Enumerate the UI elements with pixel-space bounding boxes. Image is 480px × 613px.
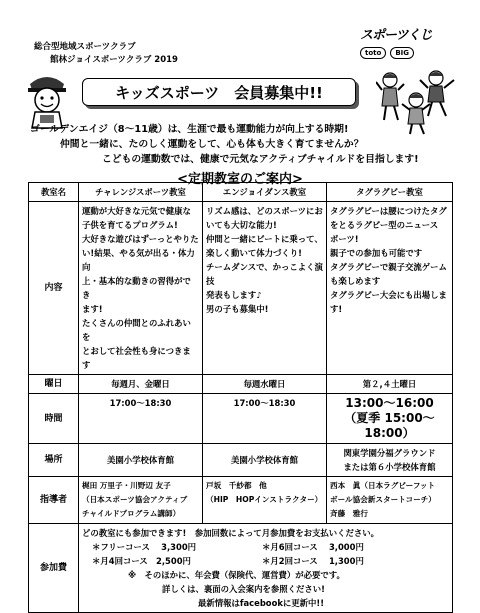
fee-line xyxy=(82,554,449,568)
place-line: または第６小学校体育館 xyxy=(343,462,436,472)
content-line: 運動が大好きな元気で健康な xyxy=(82,206,191,216)
content-line: す! xyxy=(330,304,343,314)
day-challenge: 毎週月、金曜日 xyxy=(79,375,203,394)
facebook-notice: 最新情報はfacebookに更新中!! xyxy=(198,598,325,608)
time-dance: 17:00～18:30 xyxy=(203,394,327,444)
content-line: 仲間と一緒にビートに乗って、 xyxy=(206,234,323,244)
coach-line: 斉藤 雅行 xyxy=(330,509,368,518)
org-type: 総合型地域スポーツクラブ xyxy=(34,42,136,52)
content-line: をとるラグビー型のニュース xyxy=(330,220,439,230)
time-row xyxy=(29,394,453,444)
intro-line-2: 仲間と一緒に、たのしく運動をして、心も体も大きく育てませんか？ xyxy=(60,139,364,150)
place-row xyxy=(29,444,453,477)
time-tag-rugby xyxy=(327,394,453,444)
content-line: 大好きな遊びはずーっとやりた xyxy=(82,234,199,244)
sponsor-logo-row xyxy=(360,47,452,59)
class-schedule-table xyxy=(28,182,453,613)
time-challenge: 17:00～18:30 xyxy=(79,394,203,444)
place-line: 関東学園分福グラウンド xyxy=(343,448,436,458)
content-tag-rugby xyxy=(327,202,453,375)
content-line: 親子での参加も可能です xyxy=(330,248,423,258)
day-dance: 毎週水曜日 xyxy=(203,375,327,394)
sponsor-logo xyxy=(360,24,452,59)
fee-line: どの教室にも参加できます! 参加回数によって月参加費をお支払いください。 xyxy=(82,528,379,538)
intro-text xyxy=(30,122,450,167)
time-line: （夏季 15:00～ xyxy=(344,411,435,425)
place-challenge: 美園小学校体育館 xyxy=(79,444,203,477)
place-dance: 美園小学校体育館 xyxy=(203,444,327,477)
fee-6x-course: ＊月6回コース 3,000円 xyxy=(262,542,364,552)
content-dance xyxy=(203,202,327,375)
content-line: も楽しめます xyxy=(330,276,381,286)
content-line: リズム感は、どのスポーツにお xyxy=(206,206,323,216)
fee-free-course: ＊フリーコース 3,300円 xyxy=(92,542,197,552)
content-line: ポーツ! xyxy=(330,234,359,244)
fee-row xyxy=(29,524,453,613)
coach-line: 西本 眞（日本ラグビーフット xyxy=(330,481,436,490)
recruitment-headline: キッズスポーツ 会員募集中!! xyxy=(82,78,356,106)
content-line: タグラグビー大会にも出場しま xyxy=(330,290,447,300)
toto-logo: toto xyxy=(360,47,386,59)
coach-dance xyxy=(203,477,327,524)
content-challenge xyxy=(79,202,203,375)
time-line: 18:00） xyxy=(364,426,415,440)
header-challenge: チャレンジスポーツ教室 xyxy=(79,183,203,202)
coach-line: ボール協会新スタートコーチ） xyxy=(330,495,436,504)
content-line: たくさんの仲間とのふれあいを xyxy=(82,318,191,342)
content-line: チームダンスで、かっこよく演技 xyxy=(206,262,323,286)
content-row xyxy=(29,202,453,375)
content-line: 楽しく動いて体力づくり! xyxy=(206,248,302,258)
time-label: 時間 xyxy=(29,394,79,444)
time-line: 13:00～16:00 xyxy=(345,396,434,410)
fee-2x-course: ＊月2回コース 1,300円 xyxy=(262,556,364,566)
content-line: 上・基本的な動きの習得ができ xyxy=(82,276,191,300)
day-tag-rugby: 第２,４土曜日 xyxy=(327,375,453,394)
coach-row xyxy=(29,477,453,524)
place-label: 場所 xyxy=(29,444,79,477)
day-row xyxy=(29,375,453,394)
content-line: 発表もします♪ xyxy=(206,290,262,300)
table-header-row xyxy=(29,183,453,202)
content-line: タグラグビーで親子交流ゲーム xyxy=(330,262,447,272)
content-line: とおして社会性も身につきます xyxy=(82,346,191,370)
coach-line: （日本スポーツ協会アクティブ xyxy=(82,495,188,504)
section-title: <定期教室のご案内> xyxy=(177,172,303,187)
coach-line: 梶田 万里子・川野辺 友子 xyxy=(82,481,171,490)
fee-line: ※ そのほかに、年会費（保険代、運営費）が必要です。 xyxy=(128,570,345,580)
fee-4x-course: ＊月4回コース 2,500円 xyxy=(92,556,191,566)
content-line: ます! xyxy=(82,304,103,314)
content-line: 子供を育てるプログラム! xyxy=(82,220,178,230)
header-dance: エンジョイダンス教室 xyxy=(203,183,327,202)
coach-line: 戸坂 千紗都 他 xyxy=(206,481,267,490)
place-tag-rugby xyxy=(327,444,453,477)
header-tag-rugby: タグラグビー教室 xyxy=(327,183,453,202)
fee-line xyxy=(82,540,449,554)
content-line: 男の子も募集中! xyxy=(206,304,269,314)
fee-label: 参加費 xyxy=(29,524,79,613)
intro-line-1: ゴールデンエイジ（8～11歳）は、生涯で最も運動能力が向上する時期! xyxy=(30,124,349,135)
content-label: 内容 xyxy=(29,202,79,375)
coach-label: 指導者 xyxy=(29,477,79,524)
content-line: いても大切な能力! xyxy=(206,220,277,230)
sponsor-title: スポーツくじ xyxy=(360,28,432,43)
fee-details xyxy=(79,524,453,613)
content-line: い!結果、やる気が出る・体力向 xyxy=(82,248,195,272)
coach-challenge xyxy=(79,477,203,524)
header-class-name: 教室名 xyxy=(29,183,79,202)
mascot-illustration xyxy=(22,70,72,130)
fee-line: 詳しくは、裏面の入会案内を参照ください! xyxy=(162,584,325,594)
club-name: 館林ジョイスポーツクラブ 2019 xyxy=(50,55,178,65)
coach-tag-rugby xyxy=(327,477,453,524)
coach-line: （HIP HOPインストラクター） xyxy=(206,495,323,504)
intro-line-3: こどもの運動数では、健康で元気なアクティブチャイルドを目指します! xyxy=(102,154,419,165)
coach-line: チャイルドプログラム講師） xyxy=(82,509,181,518)
day-label: 曜日 xyxy=(29,375,79,394)
content-line: タグラグビーは腰につけたタグ xyxy=(330,206,447,216)
big-logo: BIG xyxy=(390,47,414,59)
